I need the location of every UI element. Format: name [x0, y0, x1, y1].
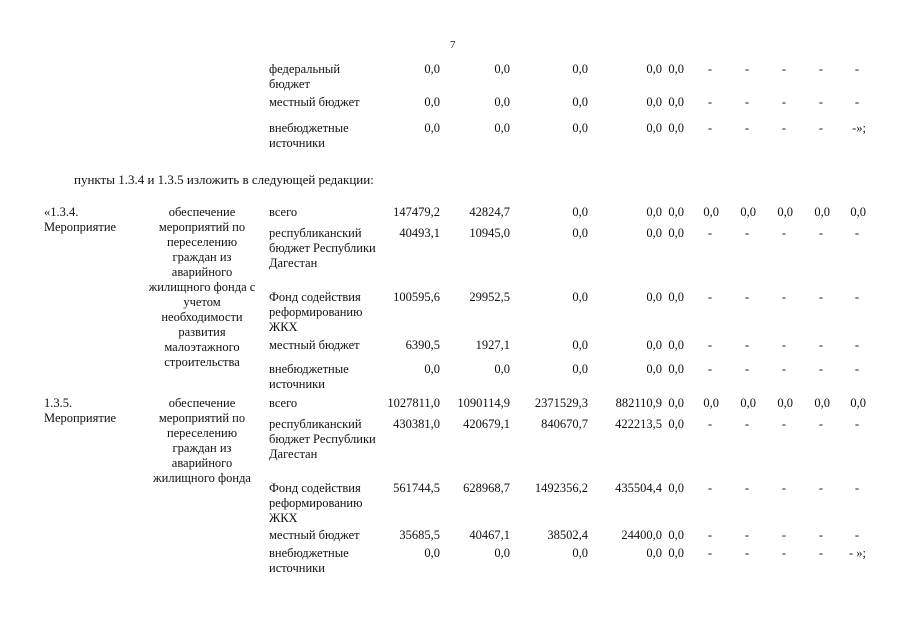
row-value-cell: 0,0 — [572, 226, 588, 240]
row-source-label: Фонд содействия реформированию ЖКХ — [269, 481, 363, 525]
row-extra-cell: - — [818, 338, 824, 352]
row-extra-cell: - — [781, 121, 787, 135]
row-value-cell: 0,0 — [572, 546, 588, 560]
row-value-cell: 0,0 — [572, 121, 588, 135]
row-extra-cell: - — [744, 417, 750, 431]
row-value-cell: 24400,0 — [621, 528, 662, 542]
row-extra-cell: - — [707, 95, 713, 109]
row-value-cell: 0,0 — [668, 417, 684, 431]
row-extra-cell: 0,0 — [740, 396, 756, 410]
row-value-cell: 0,0 — [646, 121, 662, 135]
row-value-cell: 0,0 — [646, 546, 662, 560]
row-extra-cell: - — [854, 290, 860, 304]
row-extra-cell: - — [744, 290, 750, 304]
item2-code: 1.3.5. — [44, 396, 73, 410]
row-extra-cell: - — [781, 226, 787, 240]
row-value-cell: 840670,7 — [541, 417, 588, 431]
row-extra-cell: - — [707, 62, 713, 76]
page-number: 7 — [450, 39, 456, 51]
row-value-cell: 0,0 — [668, 226, 684, 240]
row-value-cell: 435504,4 — [615, 481, 662, 495]
row-extra-cell: 0,0 — [850, 396, 866, 410]
row-value-cell: 2371529,3 — [534, 396, 588, 410]
row-value-cell: 0,0 — [668, 546, 684, 560]
row-value-cell: 0,0 — [572, 62, 588, 76]
row-value-cell: 0,0 — [424, 62, 440, 76]
row-extra-cell: - — [781, 338, 787, 352]
item2-kind: Мероприятие — [44, 411, 117, 425]
row-value-cell: 0,0 — [424, 121, 440, 135]
row-value-cell: 422213,5 — [615, 417, 662, 431]
row-extra-cell: - — [781, 528, 787, 542]
row-value-cell: 40467,1 — [469, 528, 510, 542]
row-value-cell: 0,0 — [668, 481, 684, 495]
row-value-cell: 0,0 — [494, 121, 510, 135]
row-extra-cell: - — [744, 95, 750, 109]
row-value-cell: 0,0 — [668, 62, 684, 76]
row-extra-cell: - — [744, 546, 750, 560]
row-value-cell: 100595,6 — [393, 290, 440, 304]
row-extra-cell: - — [707, 481, 713, 495]
row-extra-cell: - — [854, 226, 860, 240]
row-extra-cell: - — [854, 481, 860, 495]
row-extra-cell: - — [854, 417, 860, 431]
row-source-label: всего — [269, 205, 298, 219]
item1-code: «1.3.4. — [44, 205, 79, 219]
row-value-cell: 0,0 — [668, 121, 684, 135]
row-value-cell: 0,0 — [668, 95, 684, 109]
row-extra-cell: - — [707, 121, 713, 135]
row-value-cell: 0,0 — [494, 546, 510, 560]
row-extra-cell: 0,0 — [740, 205, 756, 219]
row-extra-cell: 0,0 — [703, 205, 719, 219]
row-extra-cell: - — [818, 62, 824, 76]
row-value-cell: 0,0 — [668, 362, 684, 376]
row-extra-cell: - — [707, 362, 713, 376]
item2-description: обеспечение мероприятий по переселению граждан из аварийного жилищного фонда — [153, 396, 251, 485]
row-source-label: местный бюджет — [269, 95, 360, 109]
row-value-cell: 35685,5 — [399, 528, 440, 542]
row-source-label: местный бюджет — [269, 338, 360, 352]
row-value-cell: 0,0 — [494, 362, 510, 376]
row-value-cell: 0,0 — [572, 362, 588, 376]
row-value-cell: 0,0 — [646, 290, 662, 304]
row-value-cell: 1492356,2 — [534, 481, 588, 495]
row-extra-cell: -»; — [852, 121, 866, 135]
row-extra-cell: - — [781, 481, 787, 495]
row-value-cell: 0,0 — [572, 205, 588, 219]
row-value-cell: 628968,7 — [463, 481, 510, 495]
row-extra-cell: 0,0 — [814, 205, 830, 219]
row-extra-cell: - — [744, 226, 750, 240]
row-extra-cell: - — [818, 121, 824, 135]
row-source-label: Фонд содействия реформированию ЖКХ — [269, 290, 363, 334]
row-value-cell: 0,0 — [494, 62, 510, 76]
row-value-cell: 430381,0 — [393, 417, 440, 431]
row-source-label: всего — [269, 396, 298, 410]
row-value-cell: 0,0 — [424, 95, 440, 109]
row-value-cell: 0,0 — [668, 396, 684, 410]
row-extra-cell: - — [818, 417, 824, 431]
row-extra-cell: - — [818, 362, 824, 376]
row-source-label: республиканский бюджет Республики Дагестан — [269, 417, 376, 461]
row-value-cell: 0,0 — [668, 528, 684, 542]
row-value-cell: 0,0 — [646, 338, 662, 352]
row-value-cell: 42824,7 — [469, 205, 510, 219]
row-extra-cell: - »; — [848, 546, 866, 560]
row-extra-cell: 0,0 — [703, 396, 719, 410]
row-extra-cell: - — [818, 226, 824, 240]
row-extra-cell: 0,0 — [777, 205, 793, 219]
row-extra-cell: - — [781, 95, 787, 109]
row-value-cell: 1927,1 — [475, 338, 510, 352]
row-value-cell: 0,0 — [646, 226, 662, 240]
row-value-cell: 6390,5 — [405, 338, 440, 352]
row-extra-cell: - — [854, 338, 860, 352]
row-extra-cell: - — [781, 362, 787, 376]
row-value-cell: 29952,5 — [469, 290, 510, 304]
row-value-cell: 1090114,9 — [457, 396, 510, 410]
row-extra-cell: - — [818, 290, 824, 304]
row-extra-cell: - — [854, 62, 860, 76]
row-source-label: внебюджетные источники — [269, 121, 349, 150]
row-value-cell: 561744,5 — [393, 481, 440, 495]
row-extra-cell: - — [744, 338, 750, 352]
row-extra-cell: - — [707, 338, 713, 352]
row-value-cell: 0,0 — [424, 546, 440, 560]
row-extra-cell: - — [854, 362, 860, 376]
row-extra-cell: - — [818, 481, 824, 495]
row-extra-cell: - — [744, 62, 750, 76]
row-value-cell: 0,0 — [646, 62, 662, 76]
row-value-cell: 420679,1 — [463, 417, 510, 431]
row-value-cell: 10945,0 — [469, 226, 510, 240]
row-extra-cell: 0,0 — [850, 205, 866, 219]
row-value-cell: 0,0 — [668, 338, 684, 352]
row-extra-cell: - — [818, 528, 824, 542]
row-value-cell: 0,0 — [668, 205, 684, 219]
row-extra-cell: - — [781, 62, 787, 76]
row-value-cell: 0,0 — [572, 95, 588, 109]
item1-description: обеспечение мероприятий по переселению граждан из аварийного жилищного фонда с учетом необходимости развития малоэтажного строительства — [148, 205, 256, 369]
row-extra-cell: - — [818, 546, 824, 560]
row-value-cell: 38502,4 — [547, 528, 588, 542]
row-extra-cell: - — [707, 417, 713, 431]
row-value-cell: 147479,2 — [393, 205, 440, 219]
row-value-cell: 0,0 — [668, 290, 684, 304]
row-value-cell: 0,0 — [646, 205, 662, 219]
row-extra-cell: - — [744, 121, 750, 135]
row-source-label: местный бюджет — [269, 528, 360, 542]
row-extra-cell: - — [744, 481, 750, 495]
row-extra-cell: - — [781, 546, 787, 560]
row-extra-cell: - — [744, 528, 750, 542]
row-extra-cell: 0,0 — [814, 396, 830, 410]
row-extra-cell: - — [707, 528, 713, 542]
row-value-cell: 0,0 — [424, 362, 440, 376]
row-value-cell: 40493,1 — [399, 226, 440, 240]
row-value-cell: 882110,9 — [615, 396, 662, 410]
row-extra-cell: 0,0 — [777, 396, 793, 410]
row-value-cell: 0,0 — [646, 95, 662, 109]
row-value-cell: 0,0 — [494, 95, 510, 109]
row-extra-cell: - — [744, 362, 750, 376]
instruction-text: пункты 1.3.4 и 1.3.5 изложить в следующей редакции: — [74, 172, 374, 187]
row-extra-cell: - — [707, 546, 713, 560]
row-extra-cell: - — [781, 290, 787, 304]
row-value-cell: 0,0 — [646, 362, 662, 376]
row-value-cell: 1027811,0 — [387, 396, 440, 410]
row-extra-cell: - — [854, 95, 860, 109]
row-source-label: республиканский бюджет Республики Дагестан — [269, 226, 376, 270]
row-value-cell: 0,0 — [572, 290, 588, 304]
row-source-label: внебюджетные источники — [269, 546, 349, 575]
row-extra-cell: - — [818, 95, 824, 109]
row-source-label: федеральный бюджет — [269, 62, 341, 91]
item1-kind: Мероприятие — [44, 220, 117, 234]
row-source-label: внебюджетные источники — [269, 362, 349, 391]
row-extra-cell: - — [707, 226, 713, 240]
row-extra-cell: - — [707, 290, 713, 304]
row-extra-cell: - — [854, 528, 860, 542]
row-extra-cell: - — [781, 417, 787, 431]
row-value-cell: 0,0 — [572, 338, 588, 352]
